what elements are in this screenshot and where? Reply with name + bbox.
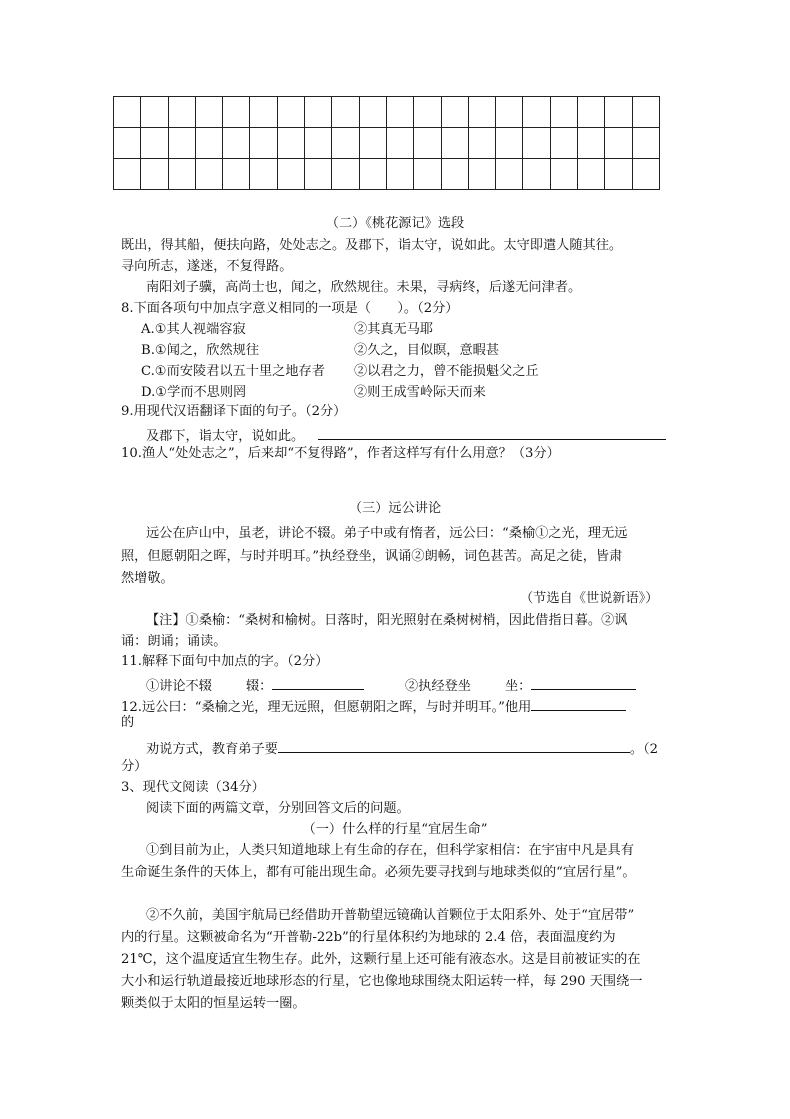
grid-cell[interactable] <box>141 128 168 159</box>
question-9: 9.用现代汉语翻译下面的句子。（2分） <box>121 404 347 419</box>
grid-cell[interactable] <box>168 159 195 190</box>
grid-cell[interactable] <box>277 128 304 159</box>
q8-option-d-1: D.①学而不思则罔 <box>141 385 247 400</box>
grid-row <box>114 97 660 128</box>
sec2-para2: 南阳刘子骥，高尚士也，闻之，欣然规往。未果，寻病终，后遂无问津者。 <box>146 280 582 295</box>
grid-cell[interactable] <box>414 97 441 128</box>
grid-cell[interactable] <box>468 97 495 128</box>
q12-points: 。（2 <box>629 742 659 757</box>
grid-cell[interactable] <box>523 128 550 159</box>
grid-cell[interactable] <box>223 97 250 128</box>
grid-cell[interactable] <box>550 128 577 159</box>
grid-cell[interactable] <box>441 159 468 190</box>
part3-heading: 3、现代文阅读（34分） <box>121 780 265 795</box>
grid-cell[interactable] <box>250 97 277 128</box>
article1-para2-line5: 颗类似于太阳的恒星运转一圈。 <box>121 996 306 1011</box>
sec3-para-line1: 远公在庐山中，虽老，讲论不辍。弟子中或有惰者，远公曰：“桑榆①之光，理无远 <box>146 526 628 541</box>
q11-item-2-key: 坐： <box>504 679 532 694</box>
grid-cell[interactable] <box>386 128 413 159</box>
grid-cell[interactable] <box>223 159 250 190</box>
q8-option-a-2: ②其真无马耶 <box>354 322 434 337</box>
grid-cell[interactable] <box>168 128 195 159</box>
grid-cell[interactable] <box>441 97 468 128</box>
q11-item-1-key: 辍： <box>245 679 273 694</box>
grid-cell[interactable] <box>114 97 141 128</box>
grid-cell[interactable] <box>578 97 605 128</box>
q11-item-2 <box>405 674 636 697</box>
q12-line2 <box>146 737 658 760</box>
grid-cell[interactable] <box>605 128 632 159</box>
q8-option-c-2: ②以君之力，曾不能损魁父之丘 <box>354 364 539 379</box>
grid-cell[interactable] <box>168 97 195 128</box>
grid-cell[interactable] <box>550 97 577 128</box>
article1-title: （一）什么样的行星“宜居生命” <box>302 822 488 837</box>
q11-item-1 <box>146 674 364 697</box>
q8-option-a-1: A.①其人视端容寂 <box>141 322 246 337</box>
grid-cell[interactable] <box>496 128 523 159</box>
grid-cell[interactable] <box>195 97 222 128</box>
q12-de: 的 <box>121 715 135 730</box>
grid-cell[interactable] <box>250 128 277 159</box>
grid-cell[interactable] <box>305 128 332 159</box>
part3-intro: 阅读下面的两篇文章，分别回答文后的问题。 <box>146 801 410 816</box>
q11-item-1-text: ①讲论不辍 <box>146 679 212 694</box>
grid-cell[interactable] <box>332 159 359 190</box>
grid-cell[interactable] <box>250 159 277 190</box>
grid-cell[interactable] <box>441 128 468 159</box>
q9-answer-line[interactable] <box>318 424 666 440</box>
article1-para2-line4: 大小和运行轨道最接近地球形态的行星，它也像地球围绕太阳运转一样，每 290 天围绕一 <box>121 974 643 989</box>
sec3-note-line2: 诵：朗诵；诵读。 <box>121 634 227 649</box>
grid-cell[interactable] <box>523 159 550 190</box>
grid-row <box>114 128 660 159</box>
section2-title: （二）《桃花源记》选段 <box>325 216 465 231</box>
sec3-note-line1: 【注】①桑榆：“桑树和榆树。日落时，阳光照射在桑树树梢，因此借指日暮。②讽 <box>146 613 628 628</box>
sec2-para1-line1: 既出，得其船，便扶向路，处处志之。及郡下，诣太守，说如此。太守即遣人随其往。 <box>121 238 623 253</box>
grid-cell[interactable] <box>195 159 222 190</box>
q12-text: 12.远公曰：“桑榆之光，理无远照，但愿朝阳之晖，与时并明耳。”他用 <box>121 700 532 715</box>
article1-para2-line2: 内的行星。这颗被命名为“开普勒-22b”的行星体积约为地球的 2.4 倍，表面温度约为 <box>121 930 616 945</box>
grid-cell[interactable] <box>332 128 359 159</box>
q11-item-2-answer-line[interactable] <box>531 674 636 690</box>
sec2-para1-line2: 寻向所志，遂迷，不复得路。 <box>121 259 293 274</box>
grid-cell[interactable] <box>578 128 605 159</box>
q8-option-d-2: ②则王成雪岭际天而来 <box>354 385 486 400</box>
grid-cell[interactable] <box>359 97 386 128</box>
sec3-para-line3: 然增敬。 <box>121 571 174 586</box>
grid-cell[interactable] <box>605 159 632 190</box>
writing-grid <box>113 96 660 190</box>
article1-para2-line1: ②不久前，美国宇航局已经借助开普勒望远镜确认首颗位于太阳系外、处于“宜居带” <box>146 908 635 923</box>
q12-answer-line-2[interactable] <box>278 737 630 753</box>
grid-cell[interactable] <box>223 128 250 159</box>
section3-title: （三）远公讲论 <box>348 501 442 516</box>
grid-cell[interactable] <box>386 97 413 128</box>
grid-cell[interactable] <box>414 159 441 190</box>
grid-cell[interactable] <box>359 159 386 190</box>
question-10: 10.渔人“处处志之”，后来却“不复得路”，作者这样写有什么用意？（3分） <box>121 446 560 461</box>
grid-cell[interactable] <box>414 128 441 159</box>
grid-cell[interactable] <box>195 128 222 159</box>
q9-sentence-text: 及郡下，诣太守，说如此。 <box>146 429 305 444</box>
q8-option-c-1: C.①而安陵君以五十里之地存者 <box>141 364 325 379</box>
question-12 <box>121 695 626 718</box>
q8-option-b-2: ②久之，目似瞑，意暇甚 <box>354 343 500 358</box>
sec3-para-line2: 照，但愿朝阳之晖，与时并明耳。”执经登坐，讽诵②朗畅，词色甚苦。高足之徒，皆肃 <box>121 549 623 564</box>
grid-cell[interactable] <box>632 97 659 128</box>
q12-points-tail: 分） <box>121 759 148 774</box>
q11-item-2-text: ②执经登坐 <box>405 679 471 694</box>
grid-cell[interactable] <box>305 159 332 190</box>
question-8: 8.下面各项句中加点字意义相同的一项是（ ）。（2分） <box>121 301 459 316</box>
grid-cell[interactable] <box>277 159 304 190</box>
article1-para2-line3: 21℃，这个温度适宜生物生存。此外，这颗行星上还可能有液态水。这是目前被证实的在 <box>121 952 641 967</box>
grid-cell[interactable] <box>605 97 632 128</box>
grid-cell[interactable] <box>141 97 168 128</box>
grid-cell[interactable] <box>305 97 332 128</box>
grid-cell[interactable] <box>523 97 550 128</box>
article1-para1-line2: 生命诞生条件的天体上，都有可能出现生命。必须先要寻找到与地球类似的“宜居行星”。 <box>121 865 636 880</box>
article1-para1-line1: ①到目前为止，人类只知道地球上有生命的存在，但科学家相信：在宇宙中凡是具有 <box>146 843 634 858</box>
q11-item-1-answer-line[interactable] <box>272 674 364 690</box>
q12-answer-line-1[interactable] <box>531 695 626 711</box>
grid-cell[interactable] <box>632 128 659 159</box>
grid-cell[interactable] <box>468 159 495 190</box>
grid-row <box>114 159 660 190</box>
grid-cell[interactable] <box>359 128 386 159</box>
grid-cell[interactable] <box>578 159 605 190</box>
q12-line2-text: 劝说方式，教育弟子要 <box>146 742 278 757</box>
grid-cell[interactable] <box>632 159 659 190</box>
grid-cell[interactable] <box>141 159 168 190</box>
grid-cell[interactable] <box>277 97 304 128</box>
grid-cell[interactable] <box>332 97 359 128</box>
question-11: 11.解释下面句中加点的字。（2分） <box>121 654 329 669</box>
grid-cell[interactable] <box>496 97 523 128</box>
grid-cell[interactable] <box>496 159 523 190</box>
q8-option-b-1: B.①闻之，欣然规往 <box>141 343 260 358</box>
grid-cell[interactable] <box>386 159 413 190</box>
grid-cell[interactable] <box>550 159 577 190</box>
grid-cell[interactable] <box>114 128 141 159</box>
grid-cell[interactable] <box>468 128 495 159</box>
grid-cell[interactable] <box>114 159 141 190</box>
sec3-source: （节选自《世说新语》） <box>520 591 659 606</box>
